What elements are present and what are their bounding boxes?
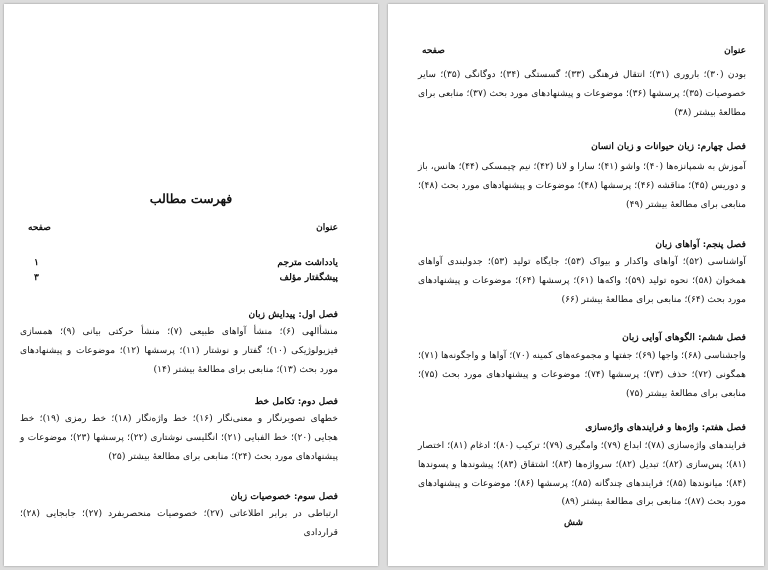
- chapter-contents-3: ارتباطی در برابر اطلاعاتی (۲۷)؛ خصوصیات منحصربفرد (۲۷)؛ جابجایی (۲۸)؛ قراردادی: [20, 508, 339, 538]
- column-header-page: صفحه: [422, 46, 445, 56]
- chapter-contents-2: خطهای تصویرنگار و معنی‌نگار (۱۶)؛ خط واژه‌نگار (۱۸)؛ خط رمزی (۱۹)؛ خط هجایی (۲۰)؛ خط الفبایی (۲۱)؛ انگلیسی نوشتاری (۲۲)؛ پرسشها (۲۳)؛ موضوعات و پیشنهادهای مورد بحث (۲۴)؛ منابعی برای مطالعهٔ بیشتر (۲۵): [20, 413, 339, 462]
- toc-page-left: [4, 4, 378, 566]
- chapter-contents-1: منشأالهی (۶)؛ منشأ آواهای طبیعی (۷)؛ منشأ حرکتی بیانی (۹)؛ همسازی فیزیولوژیکی (۱۰)؛ گفتار و نوشتار (۱۱)؛ پرسشها (۱۲)؛ موضوعات و پیشنهادهای مورد بحث (۱۳)؛ منابعی برای مطالعهٔ بیشتر (۱۴): [20, 326, 338, 375]
- chapter-contents-7: فرایندهای واژه‌سازی (۷۸)؛ ابداع (۷۹)؛ وامگیری (۷۹)؛ ترکیب (۸۰)؛ ادغام (۸۱)؛ اختصار (۸۱)؛ پس‌سازی (۸۲)؛ تبدیل (۸۲)؛ سرواژه‌ها (۸۳)؛ اشتقاق (۸۳)؛ پیشوندها و پسوندها (۸۴)؛ میانوندها (۸۵)؛ فرایندهای چندگانه (۸۵)؛ پرسشها (۸۶)؛ موضوعات و پیشنهادهای مورد بحث (۸۷)؛ منابعی برای مطالعهٔ بیشتر (۸۹): [418, 440, 746, 508]
- chapter-title-7: فصل هفتم: واژه‌ها و فرایندهای واژه‌سازی: [585, 422, 746, 433]
- toc-column-headers: [422, 46, 746, 56]
- chapter-title-2: فصل دوم: تکامل خط: [254, 396, 338, 407]
- toc-row-author-preface: [34, 272, 338, 283]
- toc-row-label: یادداشت مترجم: [277, 257, 338, 268]
- toc-row-translator-note: [34, 257, 338, 268]
- page-number-footer: شش: [564, 518, 584, 528]
- column-header-title: عنوان: [724, 46, 746, 56]
- toc-row-page: ۱: [34, 257, 39, 268]
- chapter-title-3: فصل سوم: خصوصیات زبان: [230, 491, 338, 502]
- chapter-title-1: فصل اول: پیدایش زبان: [248, 309, 338, 320]
- column-header-page: صفحه: [28, 223, 51, 233]
- chapter-contents-3-continued: بودن (۳۰)؛ باروری (۳۱)؛ انتقال فرهنگی (۳۳)؛ گسستگی (۳۴)؛ دوگانگی (۳۵)؛ سایر خصوصیات (۳۵)؛ پرسشها (۳۶)؛ موضوعات و پیشنهادهای مورد بحث (۳۷)؛ منابعی برای مطالعهٔ بیشتر (۳۸): [418, 69, 747, 118]
- chapter-title-4: فصل چهارم: زبان حیوانات و زبان انسان: [591, 141, 746, 152]
- chapter-title-6: فصل ششم: الگوهای آوایی زبان: [622, 332, 746, 343]
- chapter-title-5: فصل پنجم: آواهای زبان: [655, 239, 746, 250]
- chapter-contents-5: آواشناسی (۵۲)؛ آواهای واکدار و بیواک (۵۳)؛ جایگاه تولید (۵۳)؛ جدولبندی آواهای همخوان (۵۸)؛ نحوه تولید (۵۹)؛ واکه‌ها (۶۱)؛ پرسشها (۶۴)؛ موضوعات و پیشنهادهای مورد بحث (۶۴)؛ منابعی برای مطالعهٔ بیشتر (۶۶): [418, 256, 746, 305]
- toc-page-right: [388, 4, 764, 566]
- toc-title: فهرست مطالب: [149, 191, 233, 206]
- chapter-contents-6: واجشناسی (۶۸)؛ واجها (۶۹)؛ جفتها و مجموعه‌های کمینه (۷۰)؛ آواها و واجگونه‌ها (۷۱)؛ همگونی (۷۲)؛ حذف (۷۳)؛ پرسشها (۷۴)؛ موضوعات و پیشنهادهای مورد بحث (۷۵)؛ منابعی برای مطالعهٔ بیشتر (۷۵): [418, 350, 746, 399]
- chapter-contents-4: آموزش به شمپانزه‌ها (۴۰)؛ واشو (۴۱)؛ سارا و لانا (۴۲)؛ نیم چیمسکی (۴۴)؛ هانس، باز و دوریس (۴۵)؛ مناقشه (۴۶)؛ پرسشها (۴۸)؛ موضوعات و پیشنهادهای مورد بحث (۴۸)؛ منابعی برای مطالعهٔ بیشتر (۴۹): [418, 161, 746, 210]
- column-header-title: عنوان: [316, 223, 338, 233]
- toc-row-page: ۳: [34, 272, 39, 283]
- toc-column-headers: [28, 223, 338, 233]
- toc-row-label: پیشگفتار مؤلف: [279, 272, 338, 283]
